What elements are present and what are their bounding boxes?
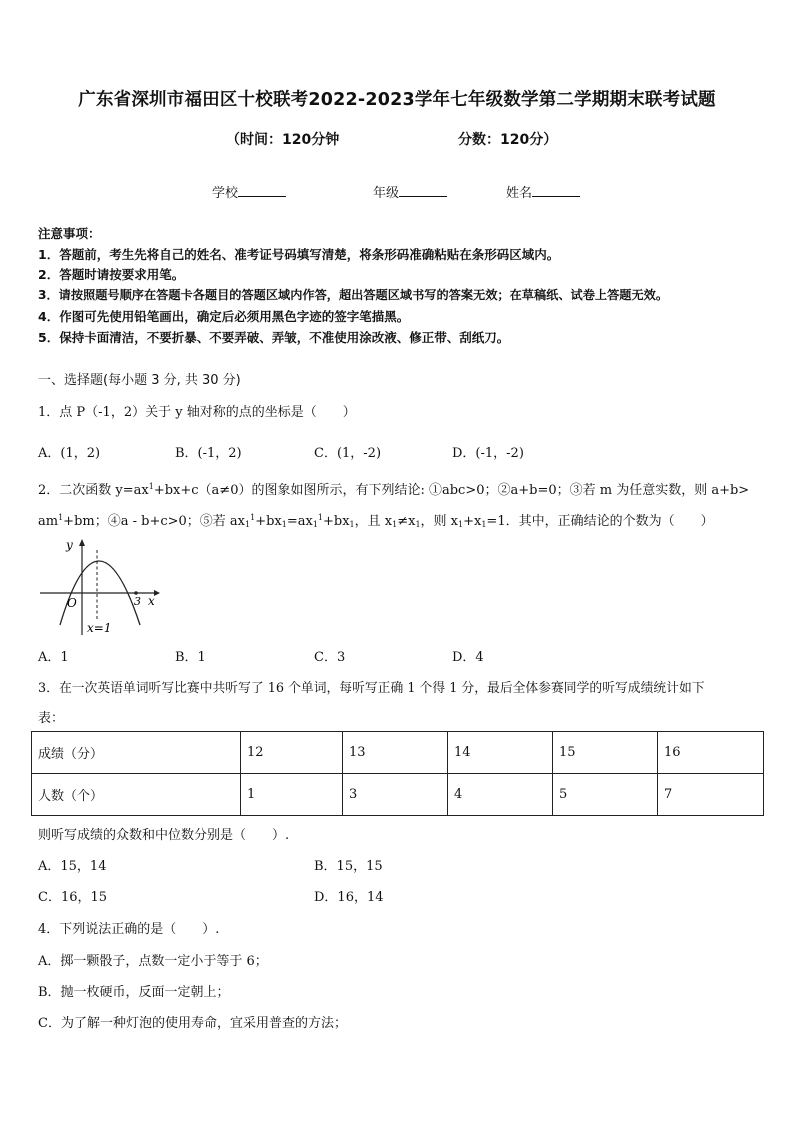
- q2-text: 2．二次函数 y=ax: [38, 483, 149, 498]
- question-2-stem-line2: [38, 510, 714, 529]
- question-4-option-b: B．抛一枚硬币，反面一定朝上；: [38, 985, 230, 1000]
- question-1-stem: 1．点 P（-1，2）关于 y 轴对称的点的坐标是（ ）: [38, 405, 356, 420]
- origin-label: O: [67, 596, 77, 610]
- table-cell: 7: [658, 774, 764, 816]
- table-cell: 12: [241, 732, 343, 774]
- question-4-option-a: A．掷一颗骰子，点数一定小于等于 6；: [38, 954, 268, 969]
- q2-text: ，且 x: [354, 514, 393, 529]
- question-3-option-d: D．16，14: [314, 890, 384, 905]
- question-3-follow: 则听写成绩的众数和中位数分别是（ ）.: [38, 828, 290, 843]
- school-label: 学校: [212, 186, 239, 201]
- exam-time: （时间：120分钟: [226, 132, 340, 148]
- question-1-option-a: A．(1，2): [38, 446, 101, 461]
- notice-item: 2．答题时请按要求用笔。: [38, 267, 185, 282]
- q2-sub: 1: [392, 520, 398, 529]
- question-2-stem-line1: [38, 479, 749, 498]
- school-field: [212, 182, 286, 201]
- q2-sub: 1: [349, 520, 355, 529]
- question-3-option-b: B．15，15: [314, 859, 383, 874]
- q2-text: am: [38, 514, 59, 529]
- name-field: [506, 182, 580, 201]
- q2-sup: 1: [250, 513, 256, 522]
- table-cell: 14: [448, 732, 553, 774]
- table-cell: 成绩（分）: [32, 732, 241, 774]
- q2-sub: 1: [312, 520, 318, 529]
- question-3-stem-line1: 3．在一次英语单词听写比赛中共听写了 16 个单词，每听写正确 1 个得 1 分，最后全体参赛同学的听写成绩统计如下: [38, 681, 705, 696]
- table-row: [32, 732, 764, 774]
- root-label: 3: [134, 595, 141, 608]
- q2-text: ≠x: [397, 514, 416, 529]
- question-3-option-c: C．16，15: [38, 890, 108, 905]
- q2-text: =ax: [286, 514, 313, 529]
- q2-sub: 1: [458, 520, 464, 529]
- question-2-option-a: A．1: [38, 650, 69, 665]
- q2-sub: 1: [415, 520, 421, 529]
- q2-text: +x: [463, 514, 482, 529]
- question-2-option-b: B．1: [175, 650, 206, 665]
- notice-item: 4．作图可先使用铅笔画出，确定后必须用黑色字迹的签字笔描黑。: [38, 309, 410, 324]
- question-2-option-c: C．3: [314, 650, 346, 665]
- notice-heading: 注意事项：: [38, 226, 101, 241]
- table-cell: 人数（个）: [32, 774, 241, 816]
- question-2-option-d: D．4: [452, 650, 484, 665]
- table-cell: 3: [343, 774, 448, 816]
- q2-sub: 1: [245, 520, 251, 529]
- q2-text: ，则 x: [420, 514, 458, 529]
- school-blank: [238, 184, 286, 197]
- notice-item: 1．答题前，考生先将自己的姓名、准考证号码填写清楚，将条形码准确粘贴在条形码区域内。: [38, 247, 560, 262]
- q2-sup: 1: [317, 513, 323, 522]
- q2-sub: 1: [281, 520, 287, 529]
- grade-field: [373, 182, 447, 201]
- parabola-graph: [36, 535, 168, 639]
- x-axis-arrow: [154, 590, 160, 596]
- x-axis-label: x: [148, 594, 155, 608]
- table-cell: 5: [553, 774, 658, 816]
- exam-score: 分数：120分）: [458, 132, 558, 148]
- table-cell: 13: [343, 732, 448, 774]
- table-cell: 1: [241, 774, 343, 816]
- table-cell: 16: [658, 732, 764, 774]
- table-cell: 4: [448, 774, 553, 816]
- page-title: 广东省深圳市福田区十校联考2022-2023学年七年级数学第二学期期末联考试题: [78, 90, 716, 110]
- y-axis-label: y: [66, 538, 73, 552]
- q2-sub: 1: [481, 520, 487, 529]
- section-heading: 一、选择题(每小题 3 分, 共 30 分): [38, 373, 241, 388]
- question-1-option-c: C．(1，-2): [314, 446, 382, 461]
- notice-item: 3．请按照题号顺序在答题卡各题目的答题区域内作答，超出答题区域书写的答案无效；在草稿纸、试卷上答题无效。: [38, 288, 669, 302]
- question-1-option-d: D．(-1，-2): [452, 446, 524, 461]
- grade-label: 年级: [373, 186, 400, 201]
- y-axis-arrow: [79, 539, 85, 546]
- notice-item: 5．保持卡面清洁，不要折暴、不要弄破、弄皱，不准使用涂改液、修正带、刮纸刀。: [38, 330, 510, 345]
- q2-text: +bm；④a - b+c>0；⑤若 ax: [63, 514, 245, 529]
- question-4-stem: 4．下列说法正确的是（ ）.: [38, 922, 220, 937]
- question-1-option-b: B．(-1，2): [175, 446, 242, 461]
- q2-text: +bx: [323, 514, 350, 529]
- q2-sup: 1: [58, 513, 64, 522]
- q2-sup: 1: [148, 482, 154, 491]
- name-label: 姓名: [506, 186, 533, 201]
- table-row: [32, 774, 764, 816]
- grade-blank: [399, 184, 447, 197]
- q2-text: +bx+c（a≠0）的图象如图所示，有下列结论: ①abc>0；②a+b=0；③若 m 为任意实数，则 a+b>: [153, 483, 750, 498]
- question-3-option-a: A．15，14: [38, 859, 107, 874]
- q2-text: +bx: [255, 514, 282, 529]
- question-3-stem-line2: 表：: [38, 711, 65, 726]
- symmetry-axis-label: x=1: [87, 621, 112, 635]
- table-cell: 15: [553, 732, 658, 774]
- score-table: [31, 731, 764, 816]
- q2-text: =1．其中，正确结论的个数为（ ）: [486, 514, 714, 529]
- name-blank: [532, 184, 580, 197]
- question-4-option-c: C．为了解一种灯泡的使用寿命，宜采用普查的方法；: [38, 1016, 347, 1031]
